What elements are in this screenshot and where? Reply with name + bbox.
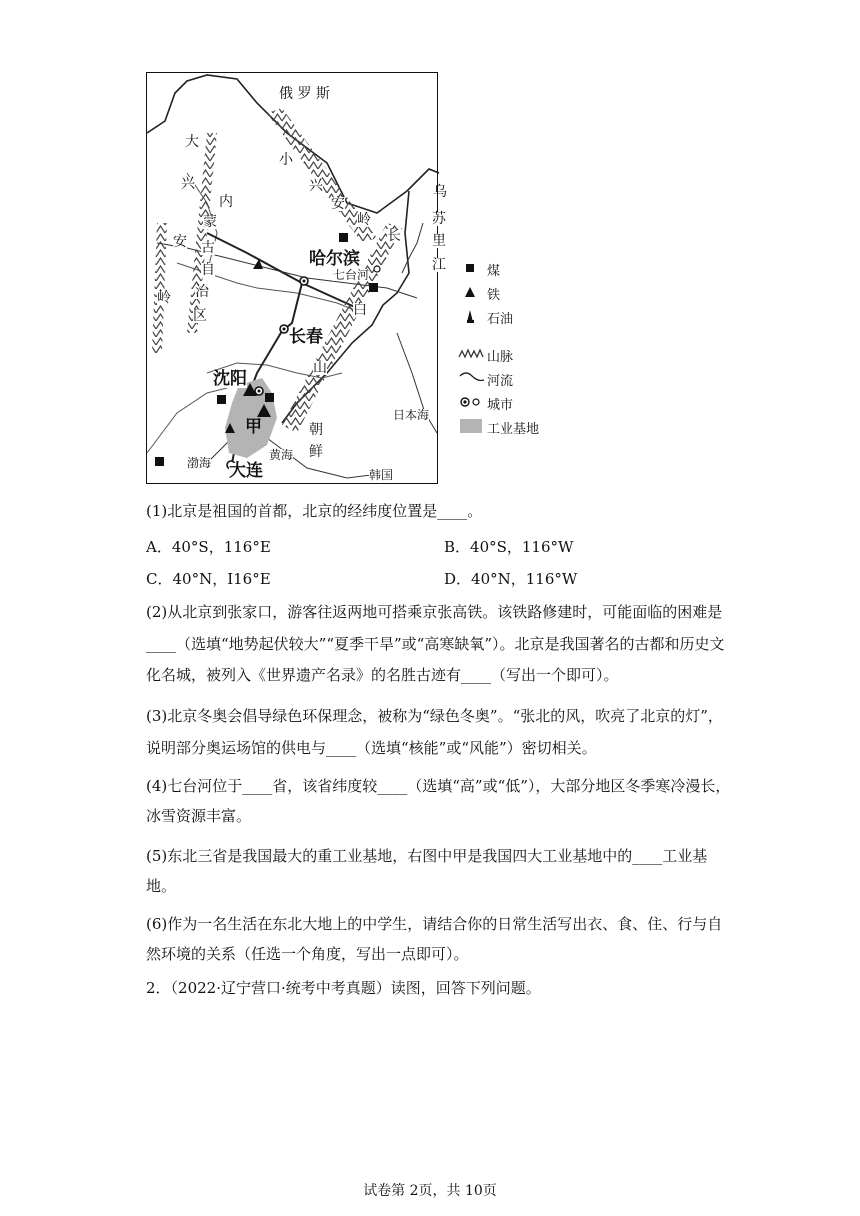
label-xian: 鲜 [309,444,323,460]
coal-symbol [339,233,348,242]
label-harbin: 哈尔滨 [309,249,360,269]
mountain-west [152,223,167,353]
label-da: 大 [185,134,199,150]
label-jia: 甲 [245,417,262,437]
city-qitaihe [374,266,380,272]
coal-symbol [217,395,226,404]
label-xiao: 小 [279,152,293,168]
coal-symbol [369,283,378,292]
question-2-line-2: ____（选填“地势起伏较大”“夏季干旱”或“高寒缺氧”）。北京是我国著名的古都和历史文 [146,635,725,653]
question-4-line-1: (4)七台河位于____省，该省纬度较____（选填“高”或“低”），大部分地区冬季寒冷漫长， [146,777,731,795]
label-russia: 俄 罗 斯 [279,86,330,102]
label-dalian: 大连 [229,461,263,481]
label-chao: 朝 [309,422,323,438]
label-bai: 白 [353,302,367,318]
question-3-line-1: (3)北京冬奥会倡导绿色环保理念，被称为“绿色冬奥”。“张北的风，吹亮了北京的灯”， [146,707,723,725]
question-2-line-1: (2)从北京到张家口，游客往返两地可搭乘京张高铁。该铁路修建时，可能面临的困难是 [146,603,723,621]
page-footer: 试卷第 2页，共 10页 [363,1183,497,1199]
question-2-line-3: 化名城，被列入《世界遗产名录》的名胜古迹有____（写出一个即可）。 [146,666,619,684]
map-frame [146,72,447,484]
mountain-range-icon [458,344,484,364]
label-su: 苏 [432,211,446,227]
label-an2: 安 [331,196,345,212]
option-a: A．40°S，116°E [146,538,271,556]
city-circle-icon [458,392,484,412]
question-4-line-2: 冰雪资源丰富。 [146,807,252,825]
option-d: D．40°N，116°W [444,570,578,588]
legend-mountain: 山脉 [458,344,554,364]
question-3-line-2: 说明部分奥运场馆的供电与____（选填“核能”或“风能”）密切相关。 [146,739,597,757]
label-meng: 蒙 [203,214,217,230]
label-zhi: 治 [195,284,209,300]
label-wu: 乌 [433,184,447,200]
label-shenyang: 沈阳 [213,369,247,389]
question-6-line-2: 然环境的关系（任选一个角度，写出一点即可）。 [146,945,469,963]
label-huanghai: 黄海 [269,448,294,462]
river-line-icon [458,368,484,388]
question-1: (1)北京是祖国的首都，北京的经纬度位置是____。 [146,502,483,520]
label-jiang: 江 [432,257,446,273]
legend-oil: 石油 [458,306,554,326]
label-gu: 古 [201,240,215,256]
province-border [147,388,227,453]
oil-derrick-icon [458,306,484,326]
label-ling1: 岭 [157,290,171,306]
label-xing1: 兴 [181,176,195,192]
label-li: 里 [432,233,446,249]
legend-city: 城市 [458,392,554,412]
label-xing2: 兴 [309,178,323,194]
label-zi: 自 [201,262,215,278]
legend-river: 河流 [458,368,554,388]
coal-symbol [155,457,164,466]
option-c: C．40°N，I16°E [146,570,271,588]
legend-coal: 煤 [458,258,554,278]
label-qitaihe: 七台河 [333,268,370,282]
question-6-line-1: (6)作为一名生活在东北大地上的中学生，请结合你的日常生活写出衣、食、住、行与自 [146,915,723,933]
label-qu: 区 [193,308,207,324]
industrial-base-area-icon [458,416,484,436]
coal-symbol [265,393,274,402]
legend-industrial-base: 工业基地 [458,416,554,436]
option-b: B．40°S，116°W [444,538,574,556]
label-bohai: 渤海 [187,456,212,470]
legend-iron: 铁 [458,282,554,302]
mountain-great-xingan [187,133,217,333]
label-shan: 山 [313,360,327,376]
label-korea: 韩国 [369,468,394,482]
label-changchun: 长春 [289,327,323,347]
label-chang: 长 [387,228,401,244]
northeast-china-map-figure [146,72,552,486]
label-nei: 内 [219,194,233,210]
coal-square-icon [458,258,484,278]
label-ling2: 岭 [357,212,371,228]
question-5-line-1: (5)东北三省是我国最大的重工业基地，右图中甲是我国四大工业基地中的____工业基 [146,847,708,865]
next-question-heading: 2．（2022·辽宁营口·统考中考真题）读图，回答下列问题。 [146,979,541,997]
question-5-line-2: 地。 [146,877,177,895]
label-an1: 安 [173,234,187,250]
iron-triangle-icon [458,282,484,302]
label-japan-sea: 日本海 [393,408,430,422]
